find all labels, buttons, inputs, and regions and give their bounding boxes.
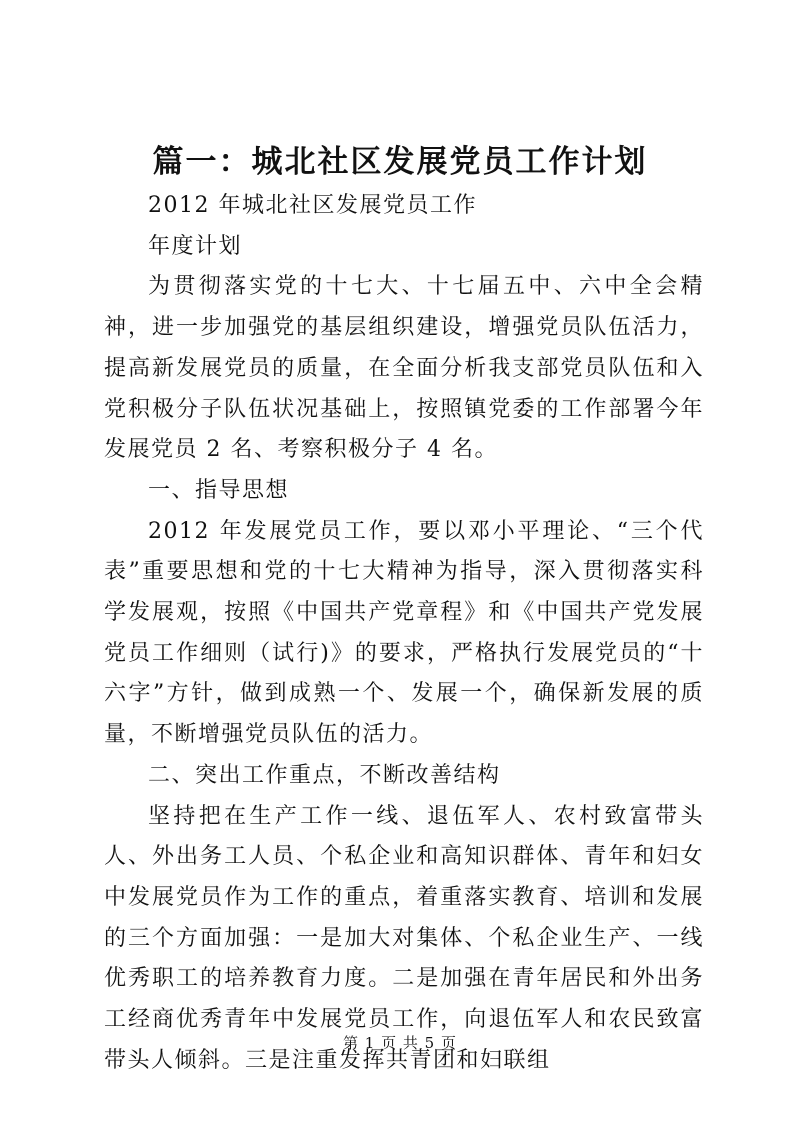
document-title: 篇一：城北社区发展党员工作计划 — [152, 144, 648, 180]
page-number-footer: 第 1 页 共 5 页 — [343, 1034, 457, 1052]
paragraph-work-focus: 坚持把在生产工作一线、退伍军人、农村致富带头人、外出务工人员、个私企业和高知识群体、青年和妇女中发展党员作为工作的重点，着重落实教育、培训和发展的三个方面加强：一是加大对集体、个私企业生产、一线优秀职工的培养教育力度。二是加强在青年居民和外出务工经商优秀青年中发展党员工作，向退伍军人和农民致富带头人倾斜。三是注重发挥共青团和妇联组 — [104, 803, 704, 1073]
paragraph-guiding-thought: 2012 年发展党员工作，要以邓小平理论、“三个代表”重要思想和党的十七大精神为指导，深入贯彻落实科学发展观，按照《中国共产党章程》和《中国共产党发展党员工作细则（试行)》的要求，严格执行发展党员的“十六字”方针，做到成熟一个、发展一个，确保新发展的质量，不断增强党员队伍的活力。 — [104, 518, 704, 748]
document-body — [104, 186, 704, 1081]
paragraph-year-heading: 2012 年城北社区发展党员工作 — [148, 193, 477, 218]
paragraph-annual-plan: 年度计划 — [148, 233, 243, 259]
section-heading-work-focus: 二、突出工作重点，不断改善结构 — [148, 762, 501, 788]
paragraph-intro: 为贯彻落实党的十七大、十七届五中、六中全会精神，进一步加强党的基层组织建设，增强党员队伍活力，提高新发展党员的质量，在全面分析我支部党员队伍和入党积极分子队伍状况基础上，按照镇党委的工作部署今年发展党员 2 名、考察积极分子 4 名。 — [104, 274, 704, 463]
section-heading-guiding-thought: 一、指导思想 — [148, 477, 290, 503]
